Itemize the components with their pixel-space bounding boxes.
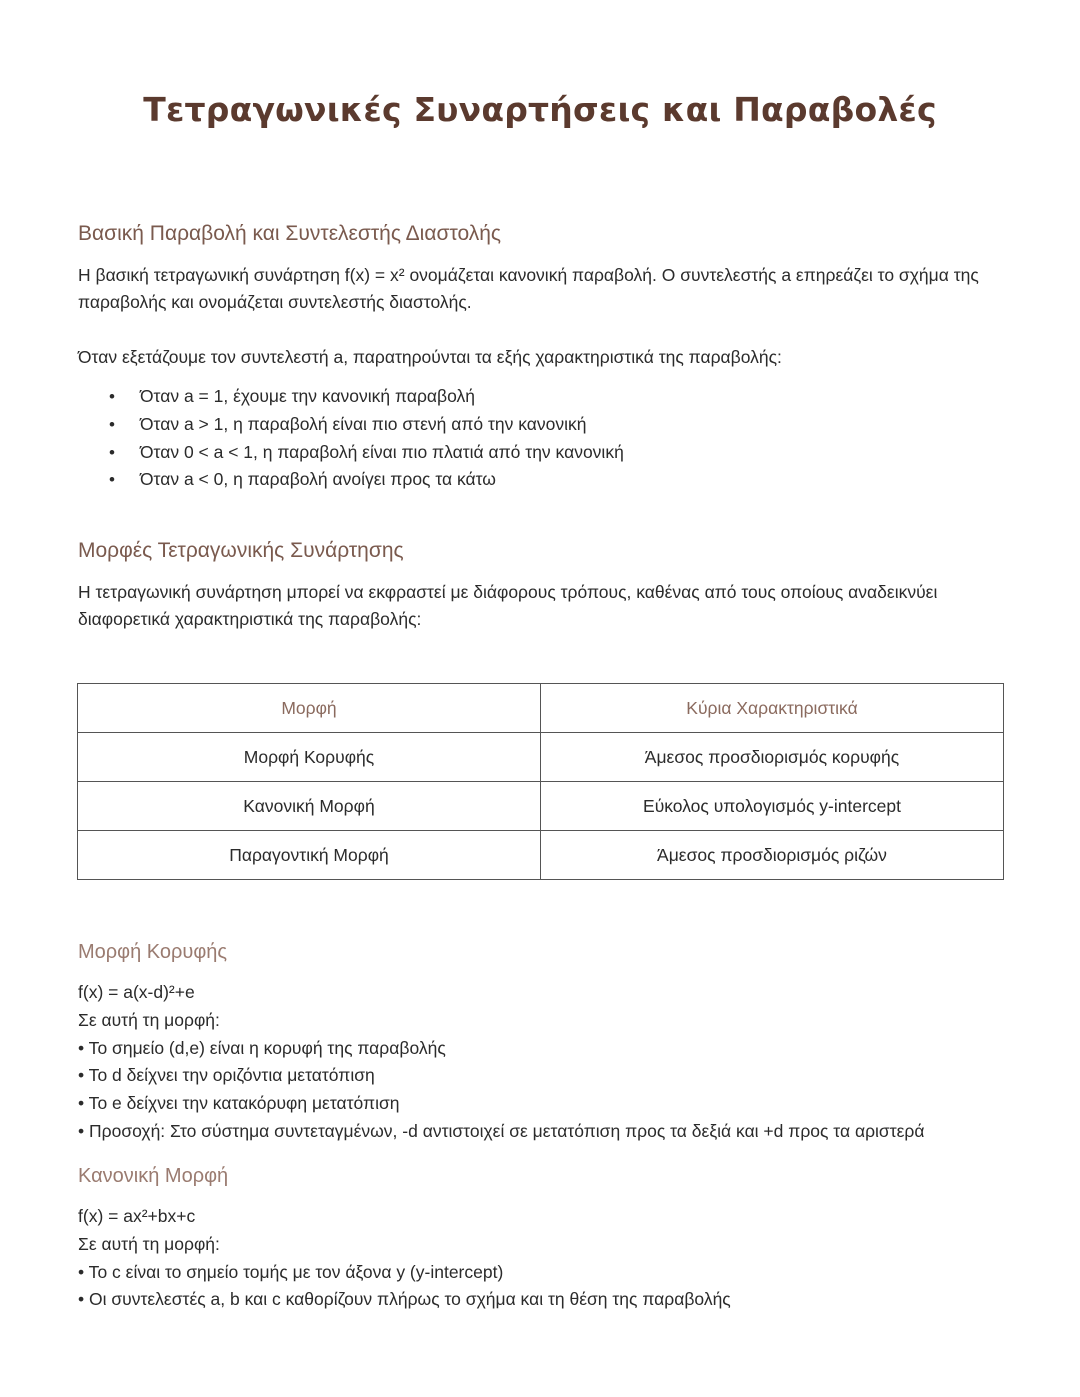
- paragraph-forms-intro: Η τετραγωνική συνάρτηση μπορεί να εκφραστεί με διάφορους τρόπους, καθένας από τους οποίους αναδεικνύει διαφορετικά χαρακτηριστικά της παραβολής:: [78, 582, 938, 629]
- table-cell: Μορφή Κορυφής: [78, 733, 541, 782]
- standard-form-line: Σε αυτή τη μορφή:: [78, 1233, 220, 1254]
- section-heading-forms: Μορφές Τετραγωνικής Συνάρτησης: [78, 539, 404, 562]
- list-item: • Όταν 0 < a < 1, η παραβολή είναι πιο πλατιά από την κανονική: [78, 439, 624, 467]
- subheading-vertex-form: Μορφή Κορυφής: [78, 941, 228, 963]
- list-item: • Όταν a = 1, έχουμε την κανονική παραβολή: [78, 383, 624, 411]
- subheading-standard-form: Κανονική Μορφή: [78, 1165, 229, 1187]
- standard-form-line: • Το c είναι το σημείο τομής με τον άξονα y (y-intercept): [78, 1261, 504, 1282]
- table-cell: Παραγοντική Μορφή: [78, 831, 541, 880]
- bullet-icon: •: [109, 414, 115, 434]
- paragraph-basic-parabola: Η βασική τετραγωνική συνάρτηση f(x) = x² ονομάζεται κανονική παραβολή. Ο συντελεστής a επηρεάζει το σχήμα της παραβολής και ονομάζεται συντελεστής διαστολής.: [78, 265, 979, 312]
- table-row: [78, 782, 1004, 831]
- table-row: [78, 733, 1004, 782]
- table-cell: Άμεσος προσδιορισμός κορυφής: [541, 733, 1004, 782]
- table-row: [78, 831, 1004, 880]
- table-header-row: [78, 684, 1004, 733]
- bullet-icon: •: [109, 442, 115, 462]
- vertex-form-block: [78, 979, 925, 1146]
- table-header-form: Μορφή: [78, 684, 541, 733]
- vertex-form-line: • Προσοχή: Στο σύστημα συντεταγμένων, -d αντιστοιχεί σε μετατόπιση προς τα δεξιά και +d προς τα αριστερά: [78, 1120, 925, 1141]
- section-heading-basic-parabola: Βασική Παραβολή και Συντελεστής Διαστολής: [78, 222, 502, 245]
- standard-form-formula: f(x) = ax²+bx+c: [78, 1206, 196, 1226]
- vertex-form-line: • Το e δείχνει την κατακόρυφη μετατόπιση: [78, 1093, 400, 1114]
- paragraph-coefficient-intro: Όταν εξετάζουμε τον συντελεστή a, παρατηρούνται τα εξής χαρακτηριστικά της παραβολής:: [78, 347, 782, 367]
- table-cell: Κανονική Μορφή: [78, 782, 541, 831]
- bullet-icon: •: [109, 470, 115, 490]
- bullet-icon: •: [109, 387, 115, 406]
- standard-form-line: • Οι συντελεστές a, b και c καθορίζουν πλήρως το σχήμα και τη θέση της παραβολής: [78, 1289, 731, 1310]
- table-header-characteristics: Κύρια Χαρακτηριστικά: [541, 684, 1004, 733]
- table-cell: Άμεσος προσδιορισμός ριζών: [541, 831, 1004, 880]
- coefficient-bullet-list: [78, 383, 624, 494]
- standard-form-block: [78, 1203, 731, 1314]
- page-title: Τετραγωνικές Συναρτήσεις και Παραβολές: [143, 90, 937, 129]
- vertex-form-formula: f(x) = a(x-d)²+e: [78, 982, 195, 1002]
- table-cell: Εύκολος υπολογισμός y-intercept: [541, 782, 1004, 831]
- list-item: • Όταν a > 1, η παραβολή είναι πιο στενή από την κανονική: [78, 411, 624, 439]
- vertex-form-line: Σε αυτή τη μορφή:: [78, 1009, 220, 1030]
- vertex-form-line: • Το d δείχνει την οριζόντια μετατόπιση: [78, 1065, 375, 1086]
- forms-table: [77, 683, 1004, 880]
- vertex-form-line: • Το σημείο (d,e) είναι η κορυφή της παραβολής: [78, 1037, 446, 1058]
- list-item: • Όταν a < 0, η παραβολή ανοίγει προς τα κάτω: [78, 466, 624, 494]
